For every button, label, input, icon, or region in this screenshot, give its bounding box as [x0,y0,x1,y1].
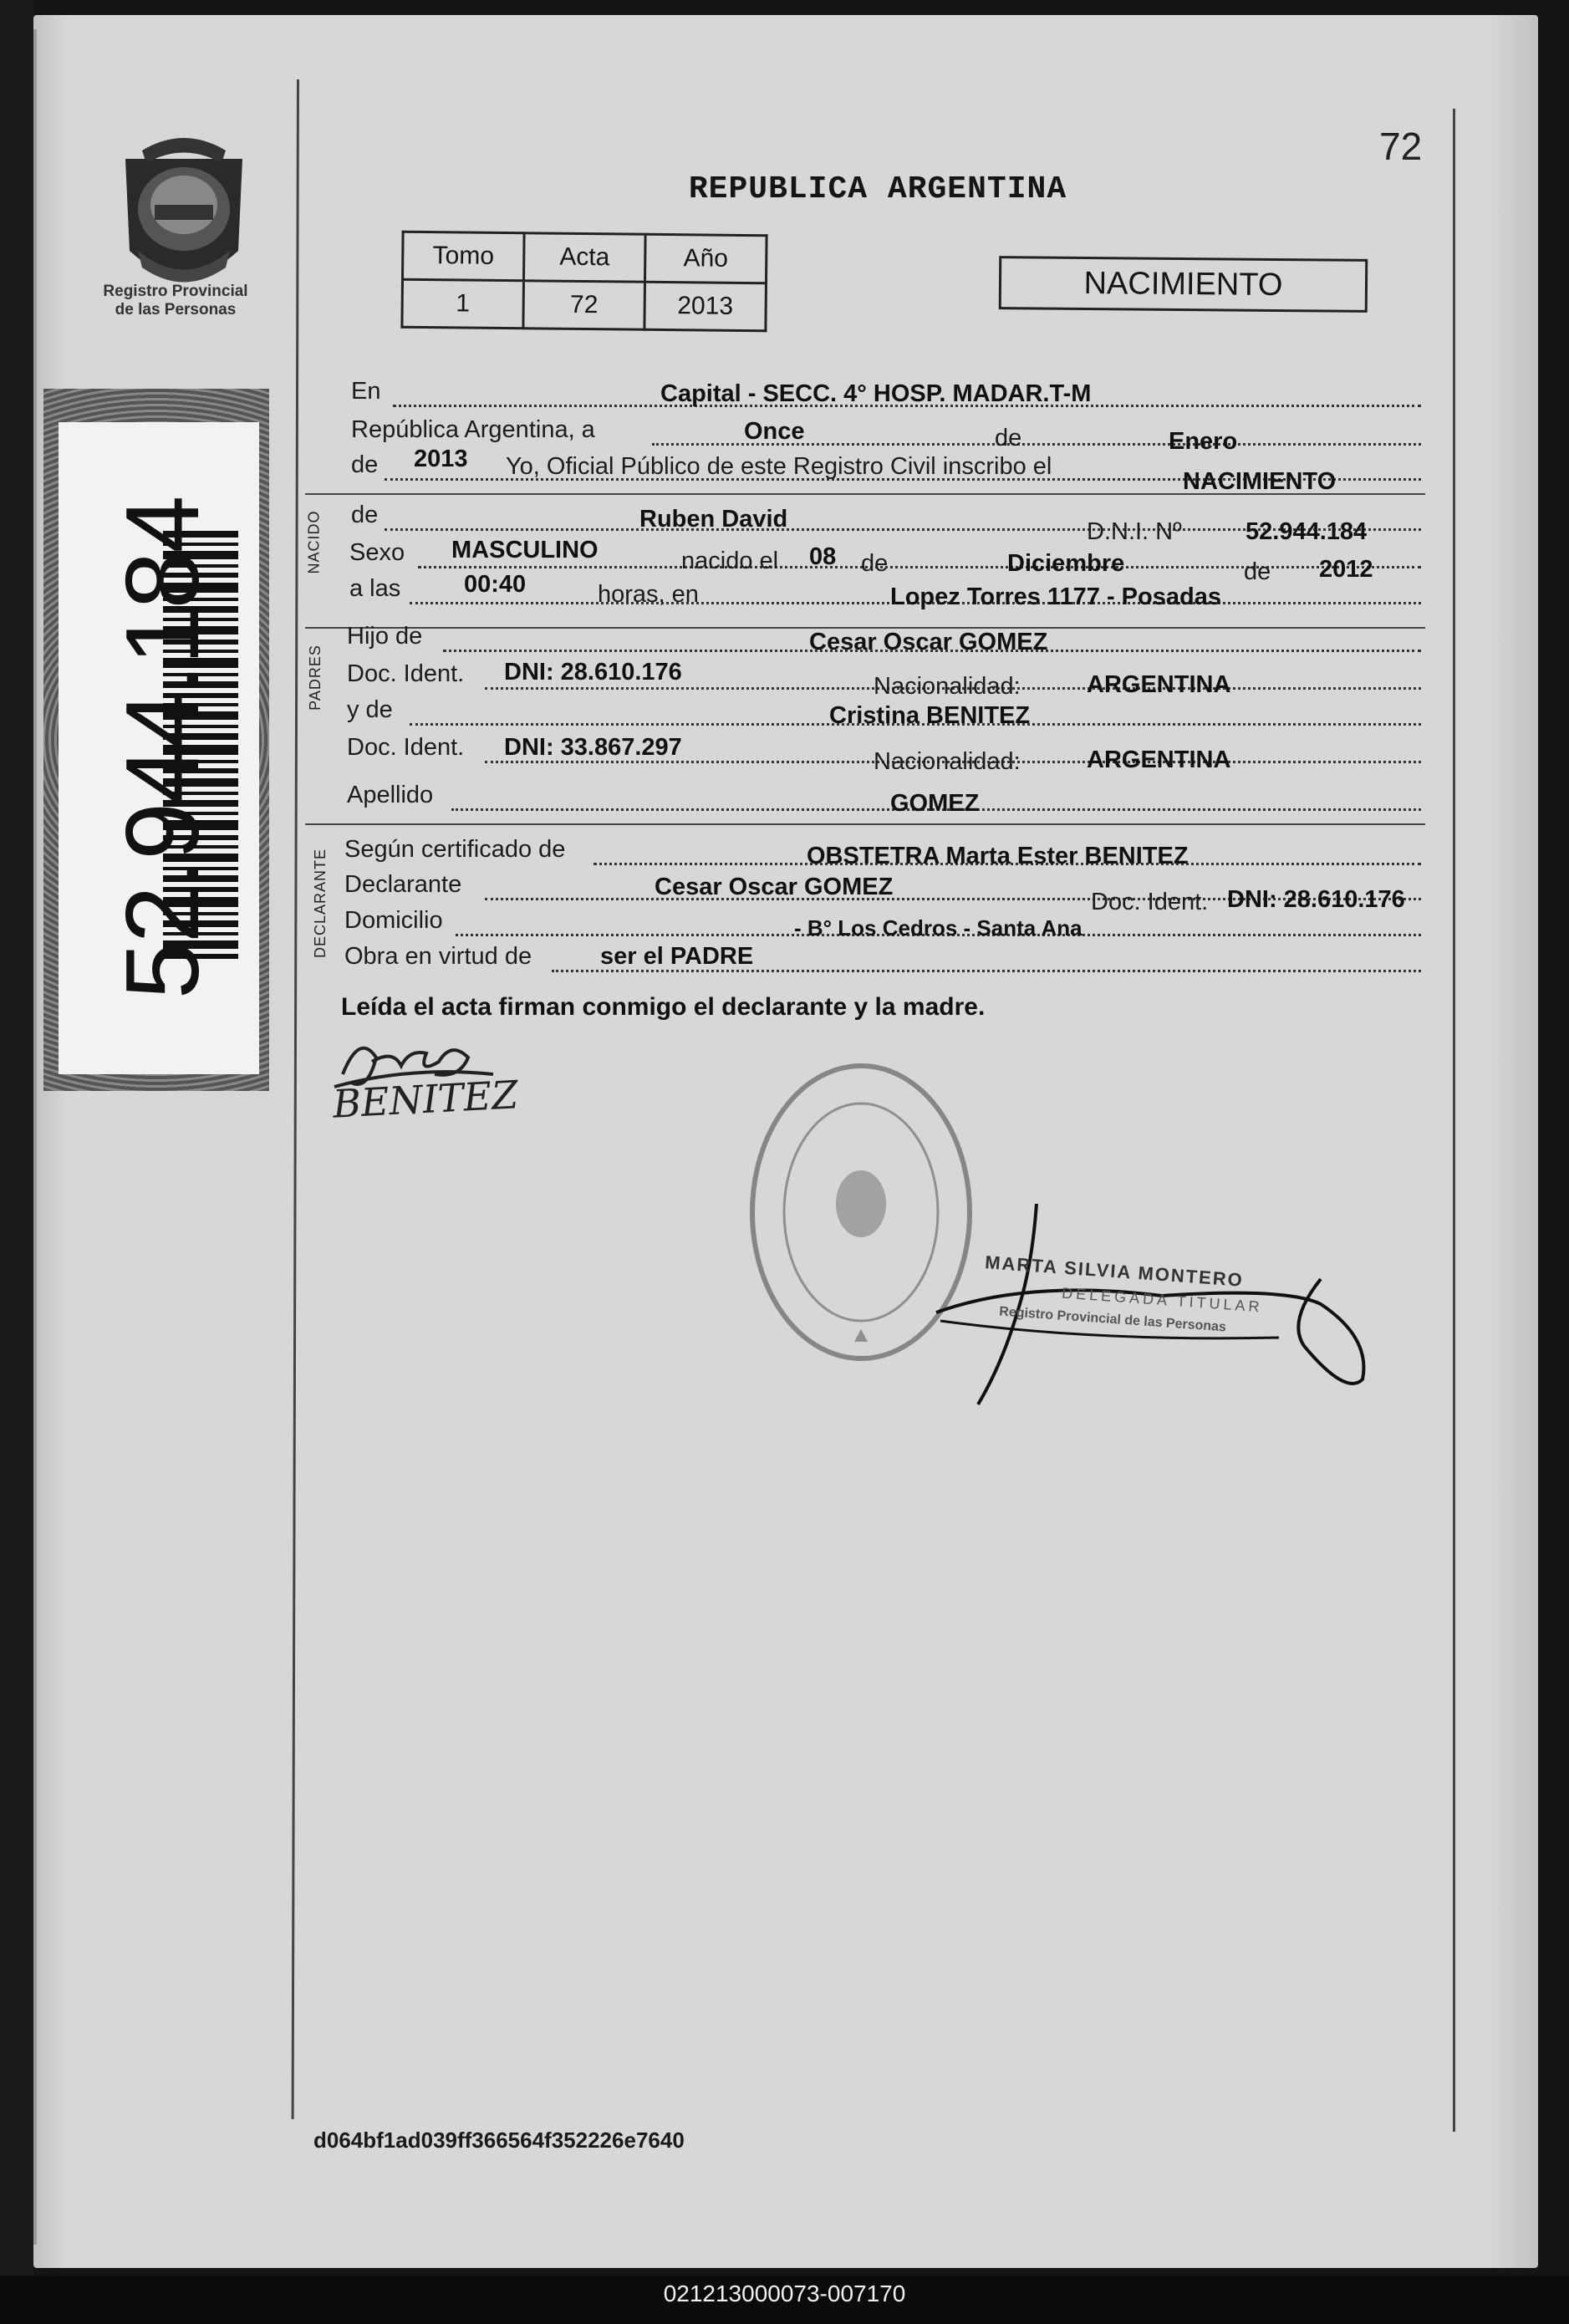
registration-month: Enero [1169,428,1238,455]
birth-certificate-issuer: OBSTETRA Marta Ester BENITEZ [807,843,1189,869]
section-tag-padres: PADRES [306,645,323,711]
father-nationality: ARGENTINA [1087,671,1231,698]
sticker-dni-number: 52.944.184 [105,497,221,1000]
declarant-capacity: ser el PADRE [600,943,754,970]
child-surname: GOMEZ [890,790,980,817]
label-doc-ident-2: Doc. Ident. [347,734,465,761]
label-declarante: Declarante [344,871,462,898]
label-yo-oficial: Yo, Oficial Público de este Registro Civil inscribo el [506,453,1052,480]
label-a-las: a las [349,575,401,602]
ref-value-acta: 72 [523,281,645,330]
registry-label-line1: Registro Provincial [103,283,248,300]
registration-day-words: Once [744,418,805,445]
child-dni: 52.944.184 [1246,518,1368,545]
label-obra-en-virtud: Obra en virtud de [344,943,532,970]
label-doc-ident-1: Doc. Ident. [347,660,465,687]
child-sex: MASCULINO [451,537,599,563]
inscribed-act: NACIMIENTO [1183,468,1337,495]
declarant-signature-name: BENITEZ [331,1072,520,1127]
label-nacionalidad-1: Nacionalidad: [874,673,1021,700]
registry-label [88,283,263,319]
label-hijo-de: Hijo de [347,623,423,650]
official-stamp-title: DELEGADA TITULAR [1061,1284,1264,1316]
book-gutter [0,0,33,2324]
declarant-doc: DNI: 28.610.176 [1227,886,1405,913]
label-dni: D.N.I. Nº [1087,518,1182,545]
ref-header-ano: Año [644,234,767,283]
ref-header-acta: Acta [524,233,646,283]
page-edge-line [33,29,37,2245]
official-stamp-name: MARTA SILVIA MONTERO [984,1251,1245,1291]
child-name: Ruben David [639,506,788,533]
declarant-name: Cesar Oscar GOMEZ [655,874,894,900]
label-de-3: de [351,502,379,528]
label-apellido: Apellido [347,782,434,808]
label-de-1: de [995,425,1022,451]
birth-year: 2012 [1319,556,1373,583]
father-doc: DNI: 28.610.176 [504,659,682,685]
label-de-2: de [351,451,379,478]
ref-value-tomo: 1 [402,279,524,329]
scan-footer-code: 021213000073-007170 [663,2281,906,2306]
document-hash: d064bf1ad039ff366564f352226e7640 [313,2128,685,2153]
label-horas-en: horas, en [598,581,699,608]
label-republica: República Argentina, a [351,416,595,443]
ref-header-tomo: Tomo [403,232,525,281]
label-domicilio: Domicilio [344,907,443,934]
section-tag-declarante: DECLARANTE [312,848,329,959]
label-nacido-el: nacido el [681,548,779,574]
closing-statement: Leída el acta firman conmigo el declarante y la madre. [341,993,986,1021]
father-name: Cesar Oscar GOMEZ [809,629,1048,655]
label-sexo: Sexo [349,539,405,566]
birth-time: 00:40 [464,571,527,598]
birth-day: 08 [809,543,837,570]
label-segun-certificado: Según certificado de [344,836,566,863]
page-number: 72 [1379,125,1423,168]
document-title: REPUBLICA ARGENTINA [688,171,1067,207]
registration-place: Capital - SECC. 4° HOSP. MADAR.T-M [660,380,1092,407]
registration-year: 2013 [414,446,468,472]
label-nacionalidad-2: Nacionalidad: [874,748,1021,775]
label-de-5: de [1244,558,1271,585]
section-tag-nacido: NACIDO [305,510,323,574]
label-en: En [351,378,381,405]
official-stamp-office: Registro Provincial de las Personas [998,1304,1227,1335]
mother-nationality: ARGENTINA [1087,747,1231,773]
label-y-de: y de [347,696,393,723]
right-margin-rule [1453,109,1455,2132]
mother-name: Cristina BENITEZ [829,702,1031,729]
birth-place: Lopez Torres 1177 - Posadas [890,584,1221,610]
ref-value-ano: 2013 [644,282,767,331]
label-doc-ident-3: Doc. Ident. [1091,889,1209,915]
birth-month: Diciembre [1007,550,1125,577]
declarant-address: - B° Los Cedros - Santa Ana [794,915,1083,940]
record-type-box: NACIMIENTO [999,256,1368,313]
reference-table [400,231,767,333]
mother-doc: DNI: 33.867.297 [504,734,682,761]
label-de-4: de [861,550,889,577]
section-rule-3 [305,823,1425,825]
registry-label-line2: de las Personas [115,301,237,319]
